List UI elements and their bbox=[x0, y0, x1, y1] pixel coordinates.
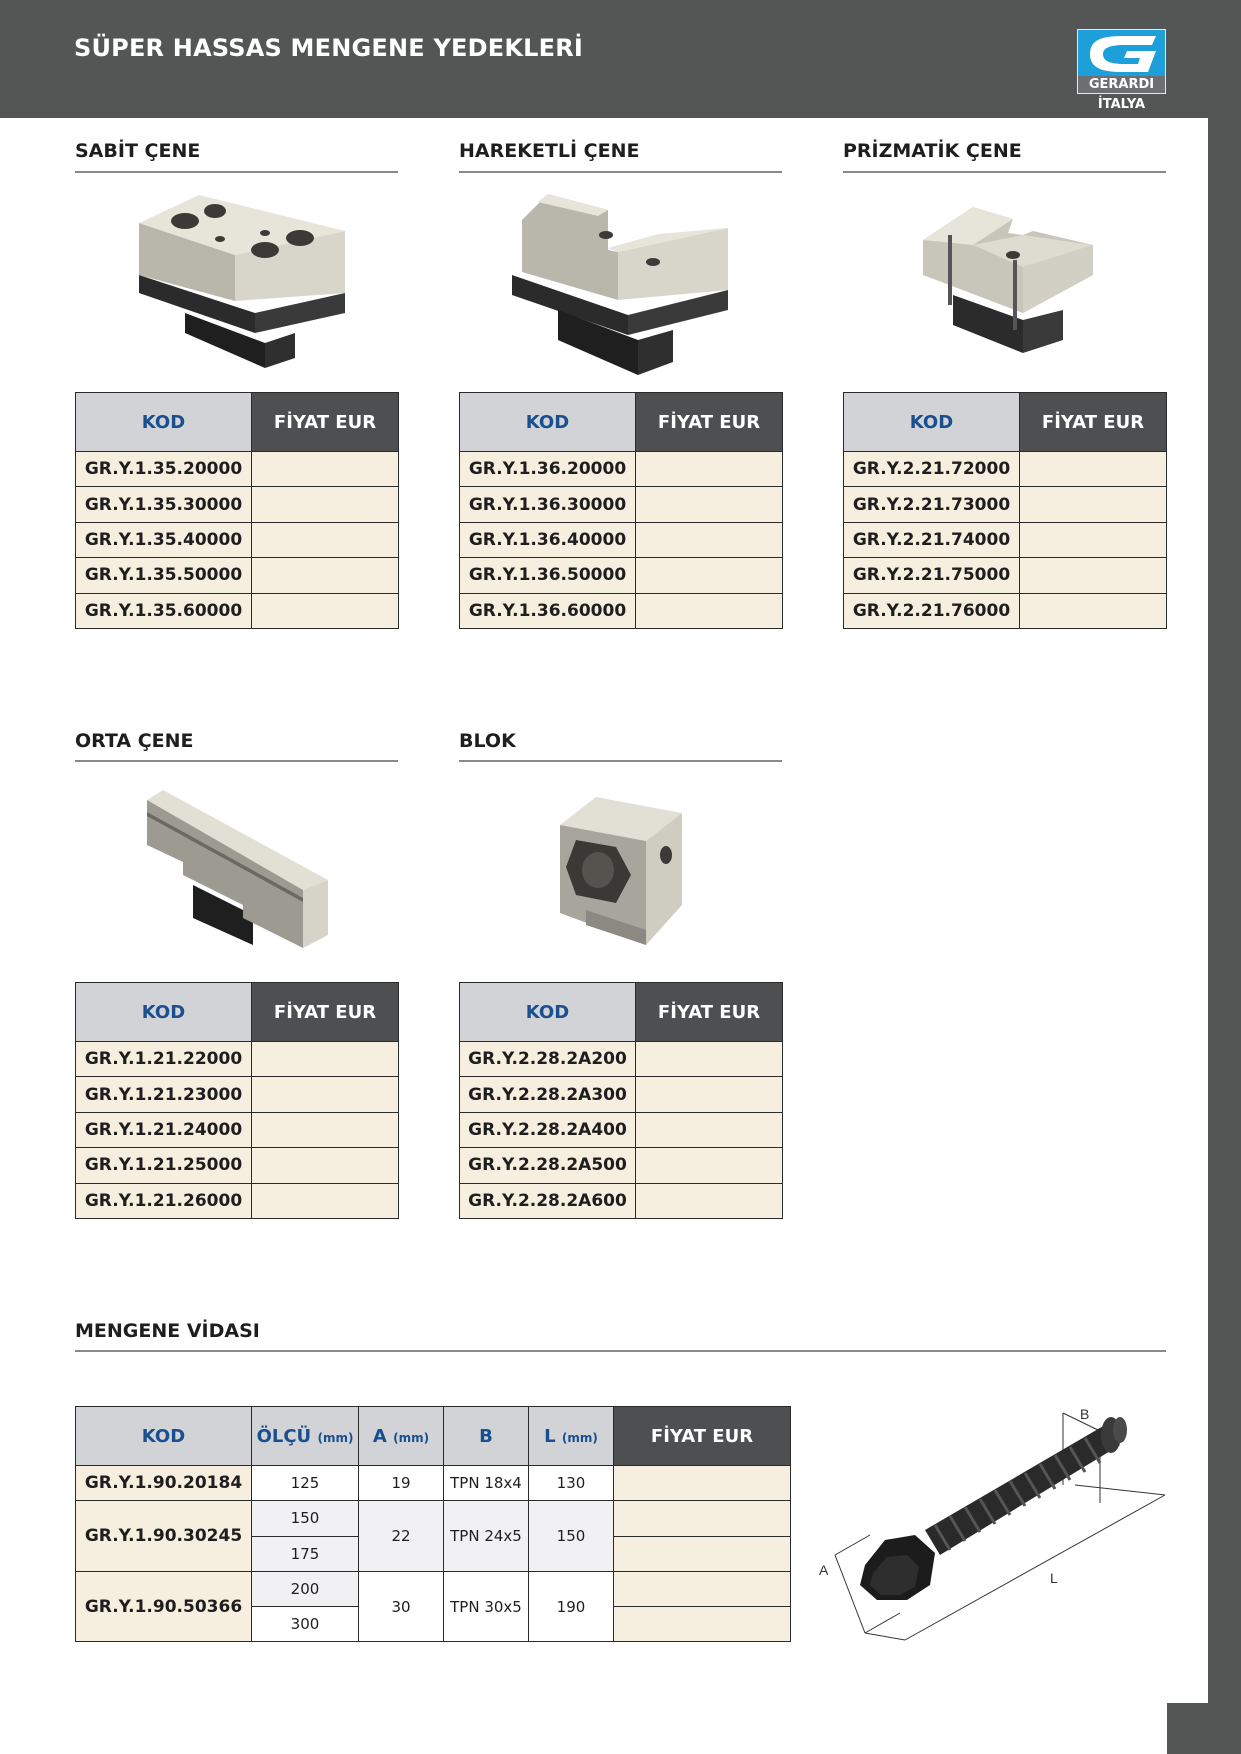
price-cell bbox=[252, 487, 399, 522]
b-cell: TPN 30x5 bbox=[444, 1571, 529, 1642]
price-cell bbox=[252, 1112, 399, 1147]
price-header: FİYAT EUR bbox=[1020, 393, 1167, 452]
section-rule bbox=[843, 171, 1166, 173]
b-dimension-label: B bbox=[1080, 1406, 1090, 1422]
kod-header: KOD bbox=[76, 1407, 252, 1466]
price-table bbox=[459, 982, 783, 1219]
product-code: GR.Y.1.35.60000 bbox=[76, 593, 252, 628]
price-cell bbox=[252, 1042, 399, 1077]
product-code: GR.Y.1.36.60000 bbox=[460, 593, 636, 628]
product-code: GR.Y.1.21.23000 bbox=[76, 1077, 252, 1112]
price-table bbox=[75, 982, 399, 1219]
logo-subtitle: İTALYA bbox=[1097, 97, 1146, 112]
kod-header: KOD bbox=[460, 983, 636, 1042]
a-dimension-label: A bbox=[819, 1562, 829, 1578]
section-title: PRİZMATİK ÇENE bbox=[843, 140, 1022, 162]
size-cell: 125 bbox=[252, 1466, 359, 1501]
section-rule bbox=[75, 760, 398, 762]
product-code: GR.Y.2.28.2A400 bbox=[460, 1112, 636, 1147]
product-code: GR.Y.1.90.30245 bbox=[76, 1501, 252, 1572]
product-code: GR.Y.1.90.50366 bbox=[76, 1571, 252, 1642]
kod-header: KOD bbox=[76, 983, 252, 1042]
l-cell: 130 bbox=[529, 1466, 614, 1501]
price-cell bbox=[636, 558, 783, 593]
price-header: FİYAT EUR bbox=[614, 1407, 791, 1466]
price-header: FİYAT EUR bbox=[636, 393, 783, 452]
section-rule bbox=[459, 171, 782, 173]
kod-header: KOD bbox=[460, 393, 636, 452]
price-cell bbox=[636, 522, 783, 557]
page-title: SÜPER HASSAS MENGENE YEDEKLERİ bbox=[74, 34, 584, 62]
product-code: GR.Y.2.28.2A600 bbox=[460, 1183, 636, 1218]
price-cell bbox=[1020, 558, 1167, 593]
screw-table bbox=[75, 1406, 791, 1642]
section-title: MENGENE VİDASI bbox=[75, 1320, 260, 1342]
screw-diagram bbox=[815, 1395, 1175, 1645]
product-code: GR.Y.1.36.50000 bbox=[460, 558, 636, 593]
product-code: GR.Y.2.28.2A500 bbox=[460, 1148, 636, 1183]
product-code: GR.Y.1.35.40000 bbox=[76, 522, 252, 557]
size-cell: 175 bbox=[252, 1536, 359, 1571]
product-code: GR.Y.1.21.22000 bbox=[76, 1042, 252, 1077]
price-cell bbox=[636, 1183, 783, 1218]
a-cell: 22 bbox=[359, 1501, 444, 1572]
section-title: BLOK bbox=[459, 730, 516, 752]
price-cell bbox=[252, 593, 399, 628]
product-code: GR.Y.2.28.2A200 bbox=[460, 1042, 636, 1077]
price-cell bbox=[1020, 593, 1167, 628]
price-cell bbox=[614, 1536, 791, 1571]
price-cell bbox=[252, 558, 399, 593]
corner-block bbox=[1167, 1703, 1241, 1754]
price-cell bbox=[636, 1112, 783, 1147]
price-cell bbox=[252, 1183, 399, 1218]
l-cell: 150 bbox=[529, 1501, 614, 1572]
product-code: GR.Y.1.90.20184 bbox=[76, 1466, 252, 1501]
product-code: GR.Y.1.21.26000 bbox=[76, 1183, 252, 1218]
price-header: FİYAT EUR bbox=[252, 983, 399, 1042]
size-cell: 150 bbox=[252, 1501, 359, 1536]
price-cell bbox=[1020, 487, 1167, 522]
kod-header: KOD bbox=[76, 393, 252, 452]
prismatic-jaw-image bbox=[913, 205, 1098, 355]
product-code: GR.Y.1.21.25000 bbox=[76, 1148, 252, 1183]
price-cell bbox=[252, 1148, 399, 1183]
section-rule bbox=[75, 171, 398, 173]
size-cell: 200 bbox=[252, 1571, 359, 1606]
price-cell bbox=[636, 452, 783, 487]
price-cell bbox=[252, 1077, 399, 1112]
price-cell bbox=[636, 593, 783, 628]
price-cell bbox=[614, 1466, 791, 1501]
price-cell bbox=[636, 1148, 783, 1183]
price-cell bbox=[636, 1077, 783, 1112]
section-title: SABİT ÇENE bbox=[75, 140, 201, 162]
block-image bbox=[556, 795, 686, 950]
price-cell bbox=[252, 522, 399, 557]
price-header: FİYAT EUR bbox=[252, 393, 399, 452]
b-header: B bbox=[444, 1407, 529, 1466]
price-cell bbox=[614, 1501, 791, 1536]
middle-jaw-image bbox=[143, 790, 328, 950]
price-table bbox=[459, 392, 783, 629]
fixed-jaw-image bbox=[125, 193, 350, 368]
a-cell: 19 bbox=[359, 1466, 444, 1501]
price-header: FİYAT EUR bbox=[636, 983, 783, 1042]
product-code: GR.Y.2.21.75000 bbox=[844, 558, 1020, 593]
price-cell bbox=[614, 1571, 791, 1606]
section-rule bbox=[459, 760, 782, 762]
price-cell bbox=[252, 452, 399, 487]
movable-jaw-image bbox=[508, 190, 733, 375]
section-title: ORTA ÇENE bbox=[75, 730, 194, 752]
product-code: GR.Y.1.21.24000 bbox=[76, 1112, 252, 1147]
section-rule bbox=[75, 1350, 1166, 1352]
screw-body bbox=[860, 1417, 1127, 1600]
price-table bbox=[75, 392, 399, 629]
price-cell bbox=[1020, 452, 1167, 487]
product-code: GR.Y.1.35.50000 bbox=[76, 558, 252, 593]
product-code: GR.Y.1.35.30000 bbox=[76, 487, 252, 522]
product-code: GR.Y.1.36.30000 bbox=[460, 487, 636, 522]
l-dimension-label: L bbox=[1050, 1570, 1058, 1586]
product-code: GR.Y.2.21.76000 bbox=[844, 593, 1020, 628]
l-cell: 190 bbox=[529, 1571, 614, 1642]
product-code: GR.Y.1.35.20000 bbox=[76, 452, 252, 487]
product-code: GR.Y.1.36.20000 bbox=[460, 452, 636, 487]
product-code: GR.Y.2.21.72000 bbox=[844, 452, 1020, 487]
size-cell: 300 bbox=[252, 1607, 359, 1642]
olcu-header: ÖLÇÜ (mm) bbox=[252, 1407, 359, 1466]
price-cell bbox=[1020, 522, 1167, 557]
kod-header: KOD bbox=[844, 393, 1020, 452]
b-cell: TPN 18x4 bbox=[444, 1466, 529, 1501]
g-letter-icon bbox=[1086, 34, 1158, 74]
price-table bbox=[843, 392, 1167, 629]
l-header: L (mm) bbox=[529, 1407, 614, 1466]
a-cell: 30 bbox=[359, 1571, 444, 1642]
price-cell bbox=[636, 487, 783, 522]
b-cell: TPN 24x5 bbox=[444, 1501, 529, 1572]
price-cell bbox=[614, 1607, 791, 1642]
price-cell bbox=[636, 1042, 783, 1077]
product-code: GR.Y.2.21.74000 bbox=[844, 522, 1020, 557]
right-edge-band bbox=[1208, 0, 1241, 1754]
section-title: HAREKETLİ ÇENE bbox=[459, 140, 640, 162]
product-code: GR.Y.2.21.73000 bbox=[844, 487, 1020, 522]
gerardi-logo bbox=[1077, 29, 1166, 94]
logo-name: GERARDI bbox=[1078, 76, 1165, 93]
a-header: A (mm) bbox=[359, 1407, 444, 1466]
product-code: GR.Y.2.28.2A300 bbox=[460, 1077, 636, 1112]
product-code: GR.Y.1.36.40000 bbox=[460, 522, 636, 557]
